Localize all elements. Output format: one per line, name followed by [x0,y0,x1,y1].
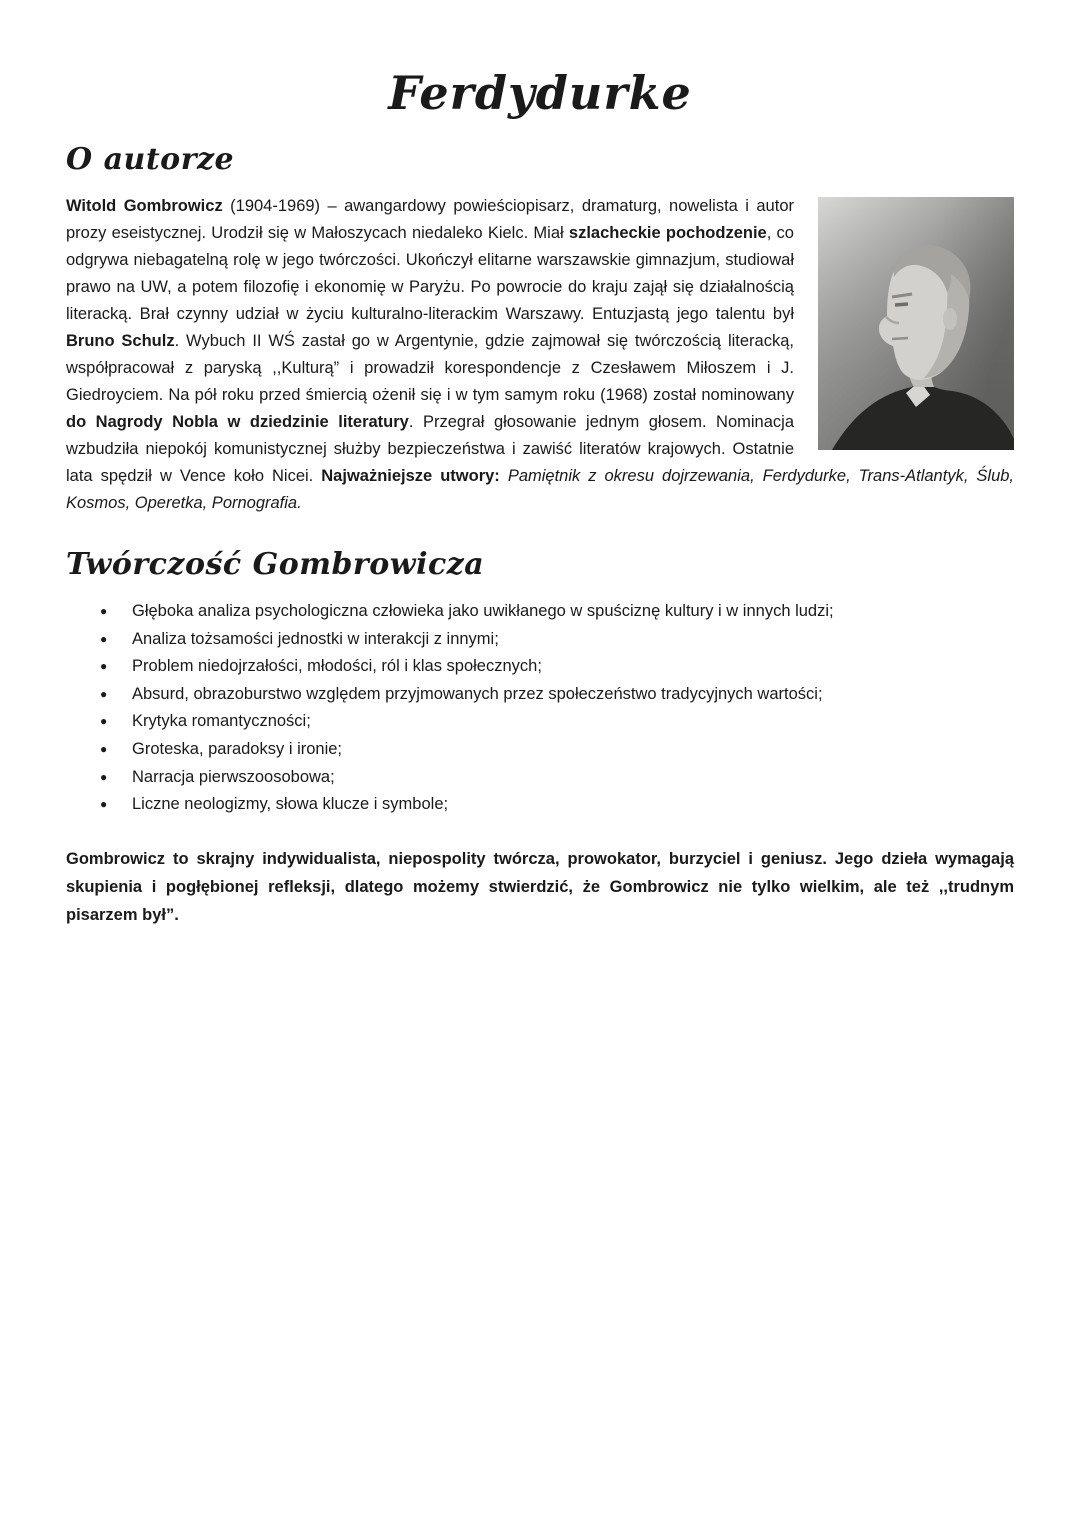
section-heading-works: Twórczość Gombrowicza [66,547,485,582]
bullet-icon: ● [100,604,108,618]
list-item-text: Absurd, obrazoburstwo względem przyjmowanych przez społeczeństwo tradycyjnych wartości; [132,684,823,703]
about-author-section [66,193,1014,517]
list-item [100,791,1014,819]
conclusion-paragraph: Gombrowicz to skrajny indywidualista, niepospolity twórcza, prowokator, burzyciel i geniusz. Jego dzieła wymagają skupienia i pogłębionej refleksji, dlatego możemy stwierdzić, że Gombrowicz nie tylko wielkim, ale też ,,trudnym pisarzem był”. [66,849,1014,924]
list-item-text: Groteska, paradoksy i ironie; [132,739,343,758]
list-item-text: Narracja pierwszoosobowa; [132,767,335,786]
list-item-text: Liczne neologizmy, słowa klucze i symbole; [132,795,449,814]
list-item [100,598,1014,626]
list-item-text: Krytyka romantyczności; [132,712,311,731]
list-item [100,708,1014,736]
works-bullet-list [66,598,1014,819]
section-heading-about-author: O autorze [66,142,235,177]
list-item [100,681,1014,709]
list-item [100,764,1014,792]
list-item [100,736,1014,764]
bullet-icon: ● [100,797,108,812]
bullet-icon: ● [100,659,108,674]
bullet-icon: ● [100,686,108,701]
list-item [100,653,1014,681]
list-item-text: Problem niedojrzałości, młodości, ról i klas społecznych; [132,657,542,676]
page-title: Ferdydurke [388,66,692,120]
portrait-photo-graphic [818,197,1014,450]
list-item-text: Głęboka analiza psychologiczna człowieka jako uwikłanego w spuściznę kultury i w innych ludzi; [132,602,834,620]
list-item-text: Analiza tożsamości jednostki w interakcji z innymi; [132,629,499,648]
gombrowicz-portrait-photo [818,197,1014,450]
bullet-icon: ● [100,769,108,784]
author-bio-paragraph: Witold Gombrowicz (1904-1969) – awangardowy powieściopisarz, dramaturg, nowelista i autor prozy eseistycznej. Urodził się w Małoszycach niedaleko Kielc. Miał szlacheckie pochodzenie, co odgrywa niebagatelną rolę w jego twórczości. Ukończył elitarne warszawskie gimnazjum, studiował prawo na UW, a potem filozofię i ekonomię w Paryżu. Po powrocie do kraju zajął się działalnością literacką. Brał czynny udział w życiu kulturalno-literackim Warszawy. Entuzjastą jego talentu był Bruno Schulz. Wybuch II WŚ zastał go w Argentynie, gdzie zajmował się twórczością literacką, współpracował z paryską ,,Kulturą” i prowadził korespondencje z Czesławem Miłoszem i J. Giedroyciem. Na pół roku przed śmiercią ożenił się i w tym samym roku (1968) został nominowany do Nagrody Nobla w dziedzinie literatury. Przegrał głosowanie jednym głosem. Nominacja wzbudziła niepokój komunistycznej służby bezpieczeństwa i zawiść literatów krajowych. Ostatnie lata spędził w Vence koło Nicei. Najważniejsze utwory: Pamiętnik z okresu dojrzewania, Ferdydurke, Trans-Atlantyk, Ślub, Kosmos, Operetka, Pornografia. [66,197,1015,512]
bullet-icon: ● [100,741,108,756]
bullet-icon: ● [100,714,108,729]
list-item [100,626,1014,654]
bullet-icon: ● [100,631,108,646]
